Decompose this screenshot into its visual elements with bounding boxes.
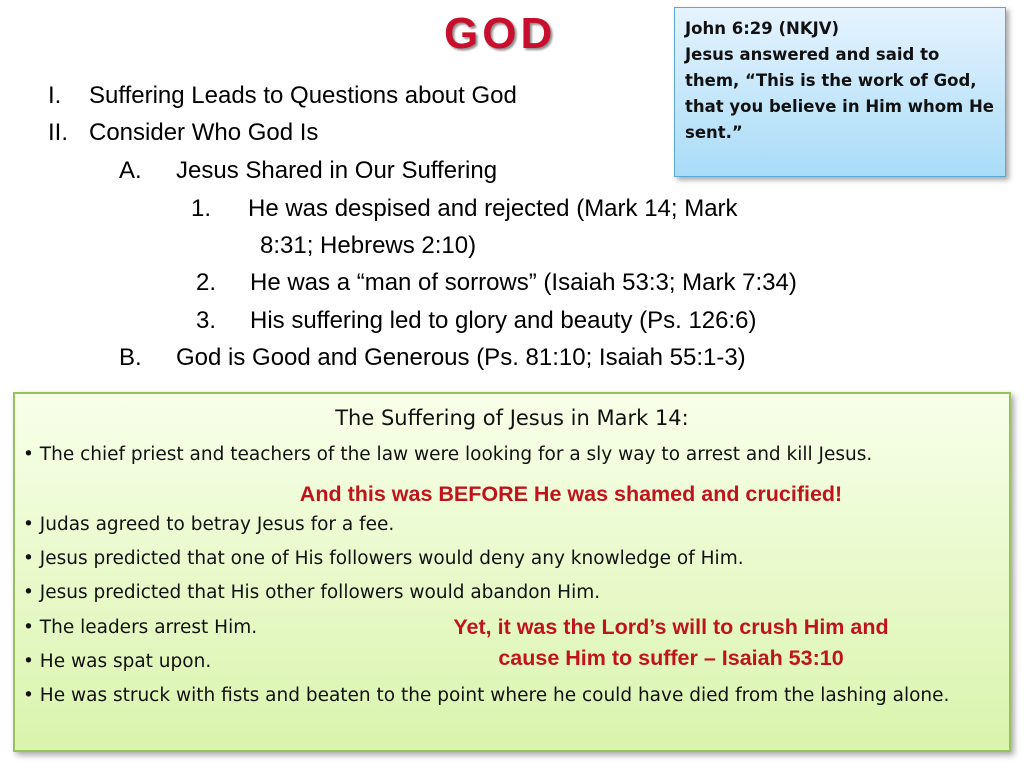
note-lords-will-line-1: Yet, it was the Lord’s will to crush Him and <box>453 615 889 639</box>
outline-text: Suffering Leads to Questions about God <box>89 82 517 109</box>
mark14-item <box>23 681 973 710</box>
verse-reference: John 6:29 (NKJV) <box>685 19 840 38</box>
outline-marker: I. <box>48 82 62 109</box>
outline-text: He was a “man of sorrows” (Isaiah 53:3; Mark 7:34) <box>250 269 797 296</box>
outline-text: His suffering led to glory and beauty (Ps. 126:6) <box>250 307 757 334</box>
outline-text: 8:31; Hebrews 2:10) <box>260 232 477 259</box>
mark14-item-text: The chief priest and teachers of the law were looking for a sly way to arrest and kill Jesus. <box>39 444 873 465</box>
mark14-item-text: Jesus predicted that His other followers would abandon Him. <box>39 582 601 603</box>
outline-marker: II. <box>48 119 69 146</box>
mark14-item-text: He was struck with fists and beaten to the point where he could have died from the lashing alone. <box>39 685 950 706</box>
mark14-item <box>23 578 1005 607</box>
mark14-panel <box>13 392 1011 752</box>
note-before-crucifixion: And this was BEFORE He was shamed and crucified! <box>299 482 843 506</box>
mark14-item-text: Jesus predicted that one of His followers would deny any knowledge of Him. <box>39 548 744 569</box>
outline-text: He was despised and rejected (Mark 14; Mark <box>248 195 738 222</box>
outline-marker: 2. <box>196 269 217 296</box>
mark14-item <box>23 544 1005 573</box>
verse-callout <box>674 7 1006 177</box>
outline-marker: B. <box>119 344 142 371</box>
bullet-icon: • <box>23 444 40 465</box>
mark14-item-text: Judas agreed to betray Jesus for a fee. <box>39 514 395 535</box>
outline-marker: A. <box>119 157 142 184</box>
bullet-icon: • <box>23 514 40 535</box>
mark14-item-text: The leaders arrest Him. <box>39 617 258 638</box>
note-lords-will-line-2: cause Him to suffer – Isaiah 53:10 <box>498 646 844 670</box>
mark14-item <box>23 647 363 676</box>
mark14-item <box>23 613 363 642</box>
outline-item-a1-continued <box>260 232 476 260</box>
mark14-heading: The Suffering of Jesus in Mark 14: <box>335 406 689 430</box>
verse-text: Jesus answered and said to them, “This is the work of God, that you believe in Him whom He sent.” <box>685 45 994 142</box>
slide-title: GOD <box>444 9 557 58</box>
bullet-icon: • <box>23 548 40 569</box>
outline-text: Jesus Shared in Our Suffering <box>176 157 498 184</box>
outline-text: Consider Who God Is <box>89 119 319 146</box>
mark14-item-text: He was spat upon. <box>39 651 212 672</box>
bullet-icon: • <box>23 685 40 706</box>
outline-marker: 3. <box>196 307 217 334</box>
mark14-item <box>23 440 1005 469</box>
bullet-icon: • <box>23 651 40 672</box>
outline-text: God is Good and Generous (Ps. 81:10; Isaiah 55:1-3) <box>176 344 746 371</box>
outline-marker: 1. <box>191 195 212 222</box>
mark14-item <box>23 510 1005 539</box>
bullet-icon: • <box>23 582 40 603</box>
bullet-icon: • <box>23 617 40 638</box>
